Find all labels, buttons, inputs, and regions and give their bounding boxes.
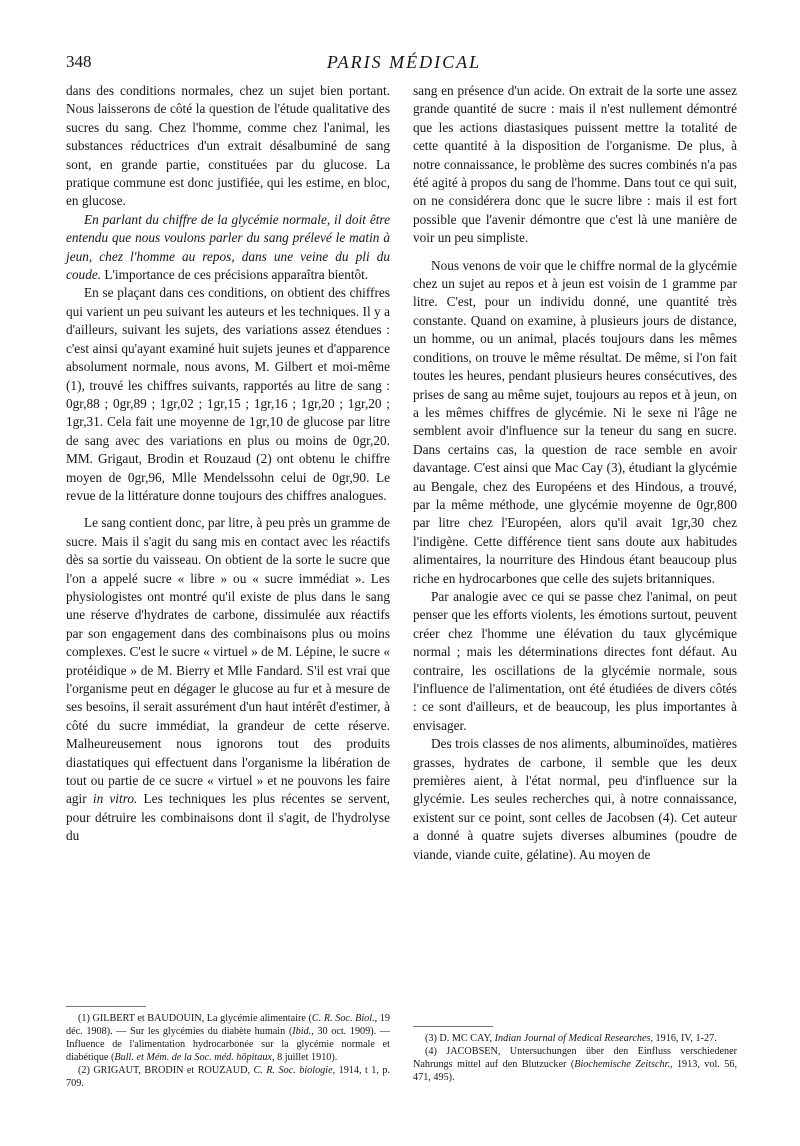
footnote-2-authors: (2) GRIGAUT, BRODIN et ROUZAUD, — [78, 1065, 254, 1076]
footnote-1-journal: C. R. Soc. Biol. — [311, 1013, 375, 1024]
footnote-3-author: (3) D. MC CAY, — [425, 1033, 495, 1044]
footnote-1-text-c: , 19 déc. 1908). — Sur les glycémies du diabète humain ( — [66, 1013, 390, 1037]
footnote-rule-right — [413, 1026, 493, 1027]
left-paragraph-2-italic: En parlant du chiffre de la glycémie normale, il doit être entendu que nous voulons parler du sang prélevé le matin à jeun, chez l'homme au repos, dans une veine du pli du coude. — [66, 211, 390, 283]
left-paragraph-2-rest: L'importance de ces précisions apparaîtra bientôt. — [101, 267, 369, 283]
footnote-2-ref: , 1914, t 1, p. 709. — [66, 1065, 390, 1089]
footnote-1-text-e: , 30 oct. 1909). — Influence de l'alimentation hydrocarbonée sur la glycémie normale et diabétique ( — [66, 1026, 390, 1063]
right-column — [413, 82, 737, 864]
footnote-2 — [66, 1064, 390, 1090]
left-paragraph-4-rest: Les techniques les plus récentes se servent, pour détruire les combinaisons dont il s'agit, de l'hydrolyse du — [66, 791, 391, 844]
footnote-1-text-a: (1) GILBERT et BAUDOUIN, La glycémie alimentaire ( — [78, 1013, 312, 1024]
footnote-3-ref: , 1916, IV, 1-27. — [650, 1033, 717, 1044]
left-paragraph-4-text: Le sang contient donc, par litre, à peu près un gramme de sucre. Mais il s'agit du sang mis en contact avec les réactifs dès sa sortie du vaisseau. On obtient de la sorte le sucre que l'on a appelé sucre « libre » ou « sucre immédiat ». Les physiologistes ont montré qu'il existe de plus dans le sang une réserve d'hydrates de carbone, dissimulée aux réactifs par son engagement dans des combinaisons plus ou moins complexes. C'est le sucre « virtuel » de M. Lépine, le sucre « protéidique » de M. Bierry et Mlle Fandard. S'il est vrai que l'organisme peut en dégager le glucose au fur et à mesure de ses besoins, il serait assurément d'un haut intérêt d'estimer, à côté du sucre immédiat, la grandeur de cette réserve. Malheureusement nous ignorons tout des produits diastatiques qui effectuent dans l'organisme la libération de tout ou partie de ce sucre « virtuel » et ne pouvons les faire agir — [66, 515, 391, 807]
footnote-2-journal: C. R. Soc. biologie — [253, 1065, 333, 1076]
footnote-4-ref: , 1913, vol. 56, 471, 495). — [413, 1059, 737, 1083]
right-paragraph-2: Nous venons de voir que le chiffre normal de la glycémie chez un sujet au repos et à jeun est voisin de 1 gramme par litre. C'est, pour un individu donné, une quantité très constante. Quand on examine, à plusieurs jours de distance, un homme, ou un animal, placés toujours dans les mêmes conditions, on trouve le même résultat. De même, si l'on fait toutes les heures, pendant plusieurs heures consécutives, des prises de sang au même sujet, toujours au repos et à jeun, on a les mêmes chiffres de glycémie. Ni le sexe ni l'âge ne semblent avoir d'influence sur la teneur du sang en sucre. Dans certains cas, la question de race semble en avoir davantage. C'est ainsi que Mac Cay (3), étudiant la glycémie au Bengale, chez des Européens et des Hindous, a trouvé, par la même méthode, une glycémie moyenne de 0gr,800 par litre chez l'Européen, alors qu'il avait 1gr,30 chez l'indigène. Cette différence tient sans doute aux habitudes alimentaires, la nourriture des Hindous étant beaucoup plus riche en hydrocarbones que celle des sujets britanniques. — [413, 257, 737, 586]
footnote-3 — [413, 1032, 737, 1045]
footnote-4-journal: Biochemische Zeitschr. — [574, 1059, 671, 1070]
left-paragraph-2 — [66, 211, 390, 285]
right-paragraph-3: Par analogie avec ce qui se passe chez l'animal, on peut penser que les efforts violents, les émotions surtout, peuvent créer chez l'homme une élévation du taux glycémique normal ; mais les déterminations directes font défaut. Au contraire, les oscillations de la glycémie normale, sous l'influence de l'alimentation, ont été étudiées de divers côtés : ce sont d'ailleurs, et de beaucoup, les plus importantes à envisager. — [413, 588, 737, 733]
footnote-4 — [413, 1045, 737, 1084]
footnotes-left — [66, 1012, 390, 1090]
left-paragraph-3: En se plaçant dans ces conditions, on obtient des chiffres qui varient un peu suivant les auteurs et les techniques. Il y a d'ailleurs, suivant les sujets, des variations assez étendues : c'est ainsi qu'ayant examiné huit sujets jeunes et d'apparence absolument normale, nous avons, M. Gilbert et moi-même (1), trouvé les chiffres suivants, rapportés au litre de sang : 0gr,88 ; 0gr,89 ; 1gr,02 ; 1gr,15 ; 1gr,16 ; 1gr,20 ; 1gr,20 ; 1gr,31. Cela fait une moyenne de 1gr,10 de glucose par litre de sang avec des variations en plus ou moins de 0gr,20. MM. Grigaut, Brodin et Rouzaud (2) ont obtenu le chiffre moyen de 0gr,96, Mlle Mendelssohn celui de 0gr,90. Le revue de la littérature donne toujours des chiffres analogues. — [66, 285, 390, 503]
footnotes-right — [413, 1032, 737, 1084]
left-column — [66, 82, 390, 846]
footnote-1 — [66, 1012, 390, 1064]
footnote-3-journal: Indian Journal of Medical Researches — [494, 1033, 651, 1044]
right-paragraph-4: Des trois classes de nos aliments, albuminoïdes, matières grasses, hydrates de carbone, il semble que les deux premières aient, à l'état normal, peu d'influence sur la glycémie. Les seules recherches qui, à notre connaissance, existent sur ce point, sont celles de Jacobsen (4). Cet auteur a donné à quatre sujets diverses albumines (poudre de viande, viande cuite, gélatine). Au moyen de — [413, 736, 737, 862]
footnote-1-bulletin: Bull. et Mém. de la Soc. méd. hôpitaux — [114, 1052, 272, 1063]
left-paragraph-4 — [66, 514, 390, 845]
footnote-rule-left — [66, 1006, 146, 1007]
footnote-1-ibid: Ibid. — [292, 1026, 312, 1037]
page-number: 348 — [66, 52, 92, 71]
running-title: PARIS MÉDICAL — [326, 52, 482, 72]
page-header — [66, 52, 742, 78]
left-paragraph-4-italic: in vitro. — [86, 791, 138, 807]
footnote-1-text-g: , 8 juillet 1910). — [271, 1052, 338, 1063]
footnote-4-text: (4) JACOBSEN, Untersuchungen über den Einfluss verschiedener Nahrungs mittel auf den Blutzucker ( — [413, 1046, 737, 1070]
left-paragraph-1: dans des conditions normales, chez un sujet bien portant. Nous laisserons de côté la question de l'étude qualitative des sucres du sang. Chez l'homme, comme chez l'animal, les substances réductrices d'un extrait désalbuminé de sang sont, en grande partie, constituées par du glucose. La pratique commune est donc justifiée, qui les estime, en bloc, en glucose. — [66, 83, 390, 209]
right-paragraph-1: sang en présence d'un acide. On extrait de la sorte une assez grande quantité de sucre : mais il n'est nullement démontré que les actions diastasiques puissent mettre la totalité de cette quantité à la disposition de l'organisme. De plus, à notre connaissance, le problème des sucres combinés n'a pas été agité à propos du sang de l'homme. Dans tout ce qui suit, on ne considérera donc que le sucre libre : mais il est fort possible que l'avenir démontre que c'est là une manière de voir un peu simpliste. — [413, 83, 737, 246]
